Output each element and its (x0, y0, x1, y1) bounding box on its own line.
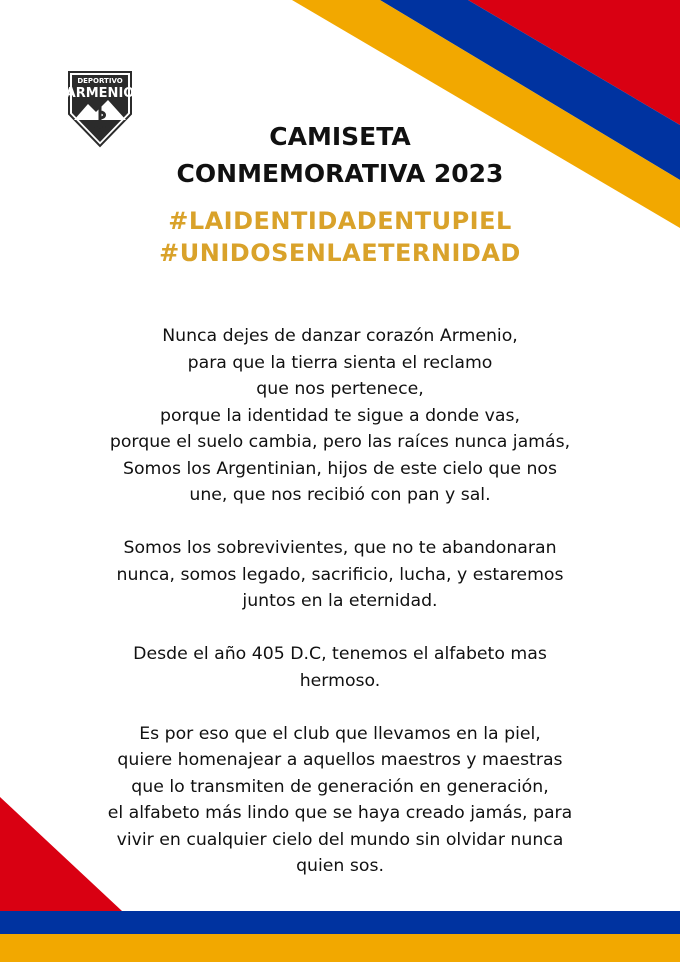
hashtags (0, 205, 680, 269)
paragraph-1 (50, 323, 630, 509)
hashtag-2: #UNIDOSENLAETERNIDAD (159, 239, 521, 267)
text-line: porque la identidad te sigue a donde vas, (160, 405, 520, 426)
text-line: Es por eso que el club que llevamos en la piel, (139, 723, 541, 744)
body-text (50, 323, 630, 906)
bottom-orange-band (0, 934, 680, 962)
text-line: quien sos. (296, 856, 384, 876)
text-line: juntos en la eternidad. (242, 591, 438, 611)
crest-text-main: ARMENIO (66, 86, 134, 101)
bottom-blue-band (0, 911, 680, 934)
title-line-2: CONMEMORATIVA 2023 (176, 159, 504, 188)
text-line: Nunca dejes de danzar corazón Armenio, (162, 326, 518, 346)
paragraph-4 (50, 721, 630, 880)
text-line: nunca, somos legado, sacrificio, lucha, y estaremos (116, 564, 564, 585)
text-line: une, que nos recibió con pan y sal. (189, 485, 491, 505)
text-line: el alfabeto más lindo que se haya creado jamás, para (107, 803, 573, 823)
text-line: que lo transmiten de generación en generación, (131, 776, 549, 797)
text-line: para que la tierra sienta el reclamo (187, 352, 493, 373)
text-line: vivir en cualquier cielo del mundo sin olvidar nunca (116, 829, 564, 850)
text-line: Somos los Argentinian, hijos de este cielo que nos (123, 458, 557, 479)
crest-text-top: DEPORTIVO (77, 77, 123, 85)
text-line: hermoso. (299, 670, 381, 691)
text-line: que nos pertenece, (256, 379, 424, 399)
title-line-1: CAMISETA (269, 122, 411, 151)
page-title (0, 118, 680, 192)
text-line: Somos los sobrevivientes, que no te abandonaran (123, 538, 557, 558)
paragraph-3 (50, 641, 630, 694)
text-line: porque el suelo cambia, pero las raíces nunca jamás, (109, 432, 571, 452)
hashtag-1: #LAIDENTIDADENTUPIEL (168, 207, 512, 235)
text-line: quiere homenajear a aquellos maestros y maestras (117, 750, 563, 770)
paragraph-2 (50, 535, 630, 615)
text-line: Desde el año 405 D.C, tenemos el alfabeto mas (133, 644, 547, 664)
